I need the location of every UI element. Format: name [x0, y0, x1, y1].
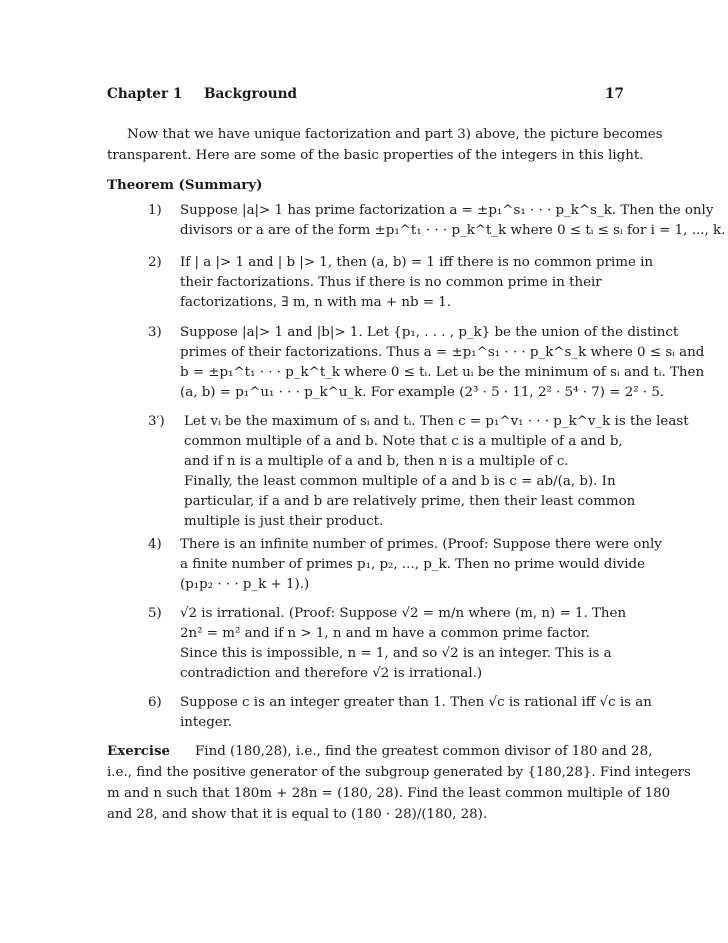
section-title: Background	[204, 86, 297, 102]
exercise-line: Find (180,28), i.e., find the greatest common divisor of 180 and 28,	[195, 744, 653, 759]
theorem-item	[180, 201, 726, 241]
intro-line: transparent. Here are some of the basic properties of the integers in this light.	[107, 148, 644, 163]
page-number: 17	[605, 86, 624, 102]
item-line: Since this is impossible, n = 1, and so √2 is an integer. This is a	[180, 646, 612, 661]
item-number: 6)	[148, 695, 162, 710]
intro-line: Now that we have unique factorization and part 3) above, the picture becomes	[127, 127, 663, 142]
item-line: contradiction and therefore √2 is irrational.)	[180, 666, 483, 681]
item-line: divisors or a are of the form ±p₁^t₁ · · · p_k^t_k where 0 ≤ tᵢ ≤ sᵢ for i = 1, ..., k.	[180, 223, 726, 238]
exercise-line: m and n such that 180m + 28n = (180, 28). Find the least common multiple of 180	[107, 786, 671, 801]
item-number: 3)	[148, 325, 162, 340]
item-line: a finite number of primes p₁, p₂, ..., p_k. Then no prime would divide	[180, 557, 645, 572]
item-line: their factorizations. Thus if there is no common prime in their	[180, 275, 602, 290]
item-line: Suppose |a|> 1 has prime factorization a = ±p₁^s₁ · · · p_k^s_k. Then the only	[180, 203, 714, 218]
item-line: and if n is a multiple of a and b, then n is a multiple of c.	[184, 454, 569, 469]
item-line: integer.	[180, 715, 232, 730]
theorem-title: Theorem (Summary)	[107, 177, 263, 193]
theorem-item	[180, 535, 662, 595]
theorem-item	[180, 253, 654, 313]
item-line: particular, if a and b are relatively prime, then their least common	[184, 494, 636, 509]
item-line: primes of their factorizations. Thus a = ±p₁^s₁ · · · p_k^s_k where 0 ≤ sᵢ and	[180, 345, 705, 360]
item-number: 4)	[148, 537, 162, 552]
item-line: There is an infinite number of primes. (Proof: Suppose there were only	[180, 537, 662, 552]
theorem-item	[180, 604, 627, 684]
item-line: 2n² = m² and if n > 1, n and m have a common prime factor.	[180, 626, 590, 641]
item-line: √2 is irrational. (Proof: Suppose √2 = m/n where (m, n) = 1. Then	[180, 606, 627, 621]
exercise-label: Exercise	[107, 743, 171, 759]
item-line: Suppose |a|> 1 and |b|> 1. Let {p₁, . . . , p_k} be the union of the distinct	[180, 325, 679, 340]
exercise-line: and 28, and show that it is equal to (180 · 28)/(180, 28).	[107, 807, 488, 822]
item-line: (a, b) = p₁^u₁ · · · p_k^u_k. For example (2³ · 5 · 11, 2² · 5⁴ · 7) = 2² · 5.	[180, 385, 665, 400]
item-line: b = ±p₁^t₁ · · · p_k^t_k where 0 ≤ tᵢ. Let uᵢ be the minimum of sᵢ and tᵢ. Then	[180, 365, 705, 380]
item-number: 2)	[148, 255, 162, 270]
exercise-line: i.e., find the positive generator of the subgroup generated by {180,28}. Find integers	[107, 765, 691, 780]
theorem-item	[180, 323, 705, 403]
theorem-item	[180, 693, 652, 733]
item-line: Finally, the least common multiple of a and b is c = ab/(a, b). In	[184, 474, 616, 489]
item-number: 1)	[148, 203, 162, 218]
item-line: If | a |> 1 and | b |> 1, then (a, b) = 1 iff there is no common prime in	[180, 255, 654, 270]
item-line: common multiple of a and b. Note that c is a multiple of a and b,	[184, 434, 623, 449]
item-number: 3′)	[148, 414, 165, 429]
item-line: factorizations, ∃ m, n with ma + nb = 1.	[180, 295, 452, 310]
item-number: 5)	[148, 606, 162, 621]
item-line: (p₁p₂ · · · p_k + 1).)	[180, 577, 310, 592]
item-line: Let vᵢ be the maximum of sᵢ and tᵢ. Then c = p₁^v₁ · · · p_k^v_k is the least	[184, 414, 689, 429]
exercise-paragraph	[107, 741, 691, 825]
item-line: multiple is just their product.	[184, 514, 384, 529]
intro-paragraph	[107, 124, 663, 166]
item-line: Suppose c is an integer greater than 1. Then √c is rational iff √c is an	[180, 695, 652, 710]
theorem-item	[184, 412, 689, 532]
chapter-label: Chapter 1	[107, 86, 183, 102]
